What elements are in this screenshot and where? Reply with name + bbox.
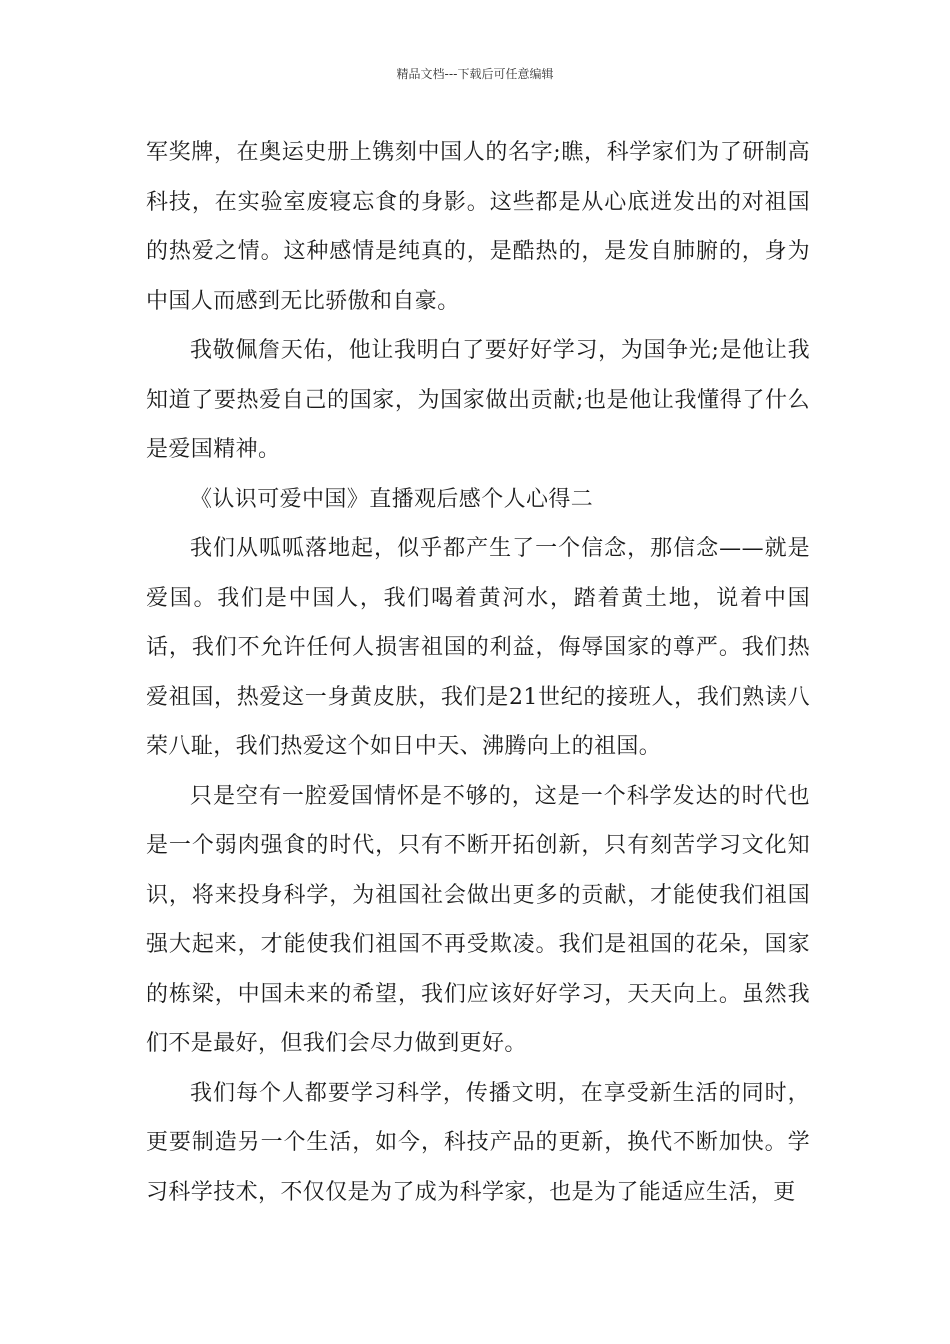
paragraph-4: 只是空有一腔爱国情怀是不够的，这是一个科学发达的时代也是一个弱肉强食的时代，只有不断开拓创新，只有刻苦学习文化知识，将来投身科学，为祖国社会做出更多的贡献，才能使我们祖国强大起来，才能使我们祖国不再受欺凌。我们是祖国的花朵，国家的栋梁，中国未来的希望，我们应该好好学习，天天向上。虽然我们不是最好，但我们会尽力做到更好。 [146, 783, 810, 1056]
paragraph-5: 我们每个人都要学习科学，传播文明，在享受新生活的同时，更要制造另一个生活，如今，科技产品的更新，换代不断加快。学习科学技术，不仅仅是为了成为科学家，也是为了能适应生活，更 [146, 1080, 810, 1205]
section-title: 《认识可爱中国》直播观后感个人心得二 [190, 486, 594, 512]
paragraph-1: 军奖牌，在奥运史册上镌刻中国人的名字;瞧，科学家们为了研制高科技，在实验室废寝忘食的身影。这些都是从心底迸发出的对祖国的热爱之情。这种感情是纯真的，是酷热的，是发自肺腑的，身为中国人而感到无比骄傲和自豪。 [146, 140, 810, 314]
paragraph-2: 我敬佩詹天佑，他让我明白了要好好学习，为国争光;是他让我知道了要热爱自己的国家，为国家做出贡献;也是他让我懂得了什么是爱国精神。 [146, 338, 810, 462]
page-header: 精品文档---下载后可任意编辑 [396, 67, 554, 81]
paragraph-3: 我们从呱呱落地起，似乎都产生了一个信念，那信念——就是爱国。我们是中国人，我们喝着黄河水，踏着黄土地，说着中国话，我们不允许任何人损害祖国的利益，侮辱国家的尊严。我们热爱祖国，热爱这一身黄皮肤，我们是21世纪的接班人，我们熟读八荣八耻，我们热爱这个如日中天、沸腾向上的祖国。 [146, 536, 810, 759]
document-body [146, 128, 810, 1217]
